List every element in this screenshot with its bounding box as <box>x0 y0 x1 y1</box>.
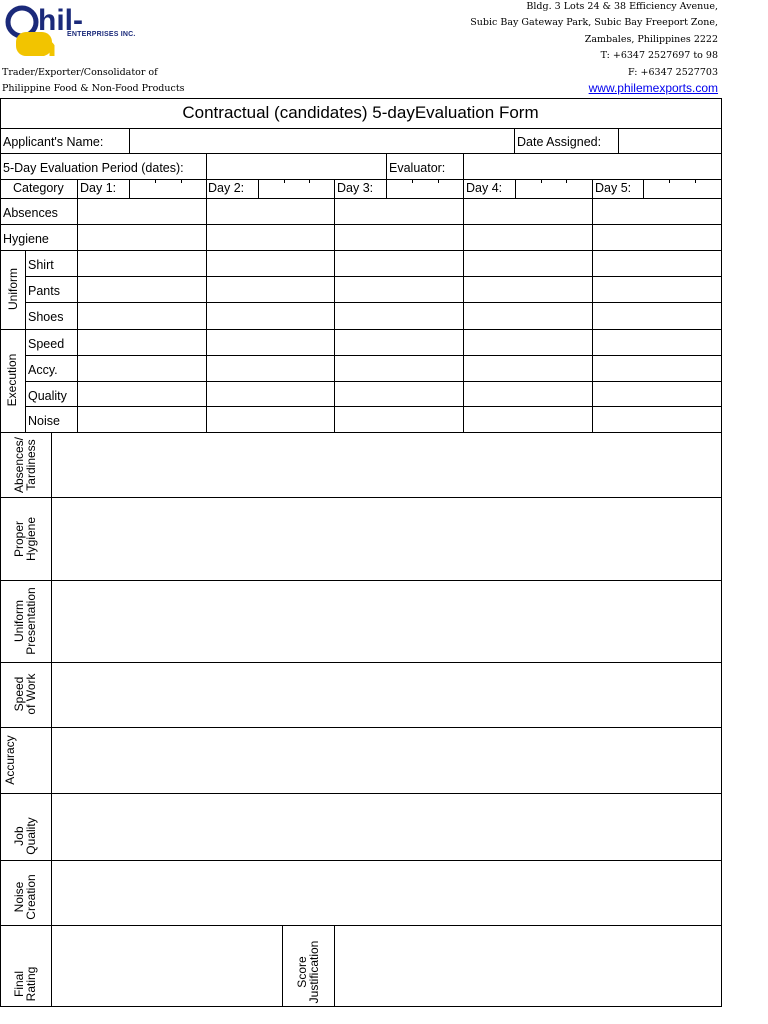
row-label-hygiene: Hygiene <box>3 232 49 246</box>
day-4-header: Day 4: <box>466 181 503 195</box>
row-label-noise: Noise <box>28 414 60 428</box>
date-assigned-field[interactable] <box>620 129 720 152</box>
evaluation-period-label: 5-Day Evaluation Period (dates): <box>3 161 184 175</box>
applicant-name-label: Applicant's Name: <box>3 135 104 149</box>
row-label-speed: Speed <box>28 337 65 351</box>
row-label-accy: Accy. <box>28 363 58 377</box>
address-line-2: Subic Bay Gateway Park, Subic Bay Freeport Zone, <box>470 17 718 28</box>
phone-number: T: +6347 2527697 to 98 <box>600 50 718 61</box>
logo-text: hil- <box>38 4 83 37</box>
row-label-shirt: Shirt <box>28 258 54 272</box>
date-assigned-label: Date Assigned: <box>517 135 602 149</box>
website-link[interactable]: www.philemexports.com <box>588 81 718 95</box>
day-5-header: Day 5: <box>595 181 632 195</box>
group-label-execution: Execution <box>5 353 19 407</box>
row-label-absences: Absences <box>3 206 58 220</box>
row-label-quality: Quality <box>28 389 67 403</box>
row-label-shoes: Shoes <box>28 310 64 324</box>
category-header: Category <box>13 181 64 195</box>
section-label-absences-tardiness: Absences/ Tardiness <box>12 436 38 494</box>
applicant-name-field[interactable] <box>131 129 513 152</box>
address-line-3: Zambales, Philippines 2222 <box>584 34 718 45</box>
section-label-uniform-presentation: Uniform Presentation <box>12 587 38 655</box>
section-label-proper-hygiene: Proper Hygiene <box>12 516 38 562</box>
day-2-header: Day 2: <box>208 181 245 195</box>
section-label-accuracy: Accuracy <box>3 735 17 785</box>
logo-subtitle: ENTERPRISES INC. <box>67 31 136 38</box>
evaluator-field[interactable] <box>465 154 720 178</box>
section-label-job-quality: Job Quality <box>12 817 38 855</box>
section-label-speed-of-work: Speed of Work <box>12 673 38 715</box>
fax-number: F: +6347 2527703 <box>628 67 718 78</box>
address-line-1: Bldg. 3 Lots 24 & 38 Efficiency Avenue, <box>526 1 718 12</box>
tagline-line-1: Trader/Exporter/Consolidator of <box>2 67 158 78</box>
day-1-header: Day 1: <box>80 181 117 195</box>
section-label-final-rating: Final Rating <box>12 966 38 1002</box>
section-label-noise-creation: Noise Creation <box>12 874 38 920</box>
group-label-uniform: Uniform <box>6 268 20 311</box>
section-label-score-justification: Score Justification <box>295 940 321 1004</box>
tagline-line-2: Philippine Food & Non-Food Products <box>2 83 185 94</box>
form-title: Contractual (candidates) 5-dayEvaluation Form <box>182 103 539 122</box>
day-3-header: Day 3: <box>337 181 374 195</box>
evaluator-label: Evaluator: <box>389 161 446 175</box>
evaluation-period-field[interactable] <box>208 154 385 178</box>
row-label-pants: Pants <box>28 284 60 298</box>
